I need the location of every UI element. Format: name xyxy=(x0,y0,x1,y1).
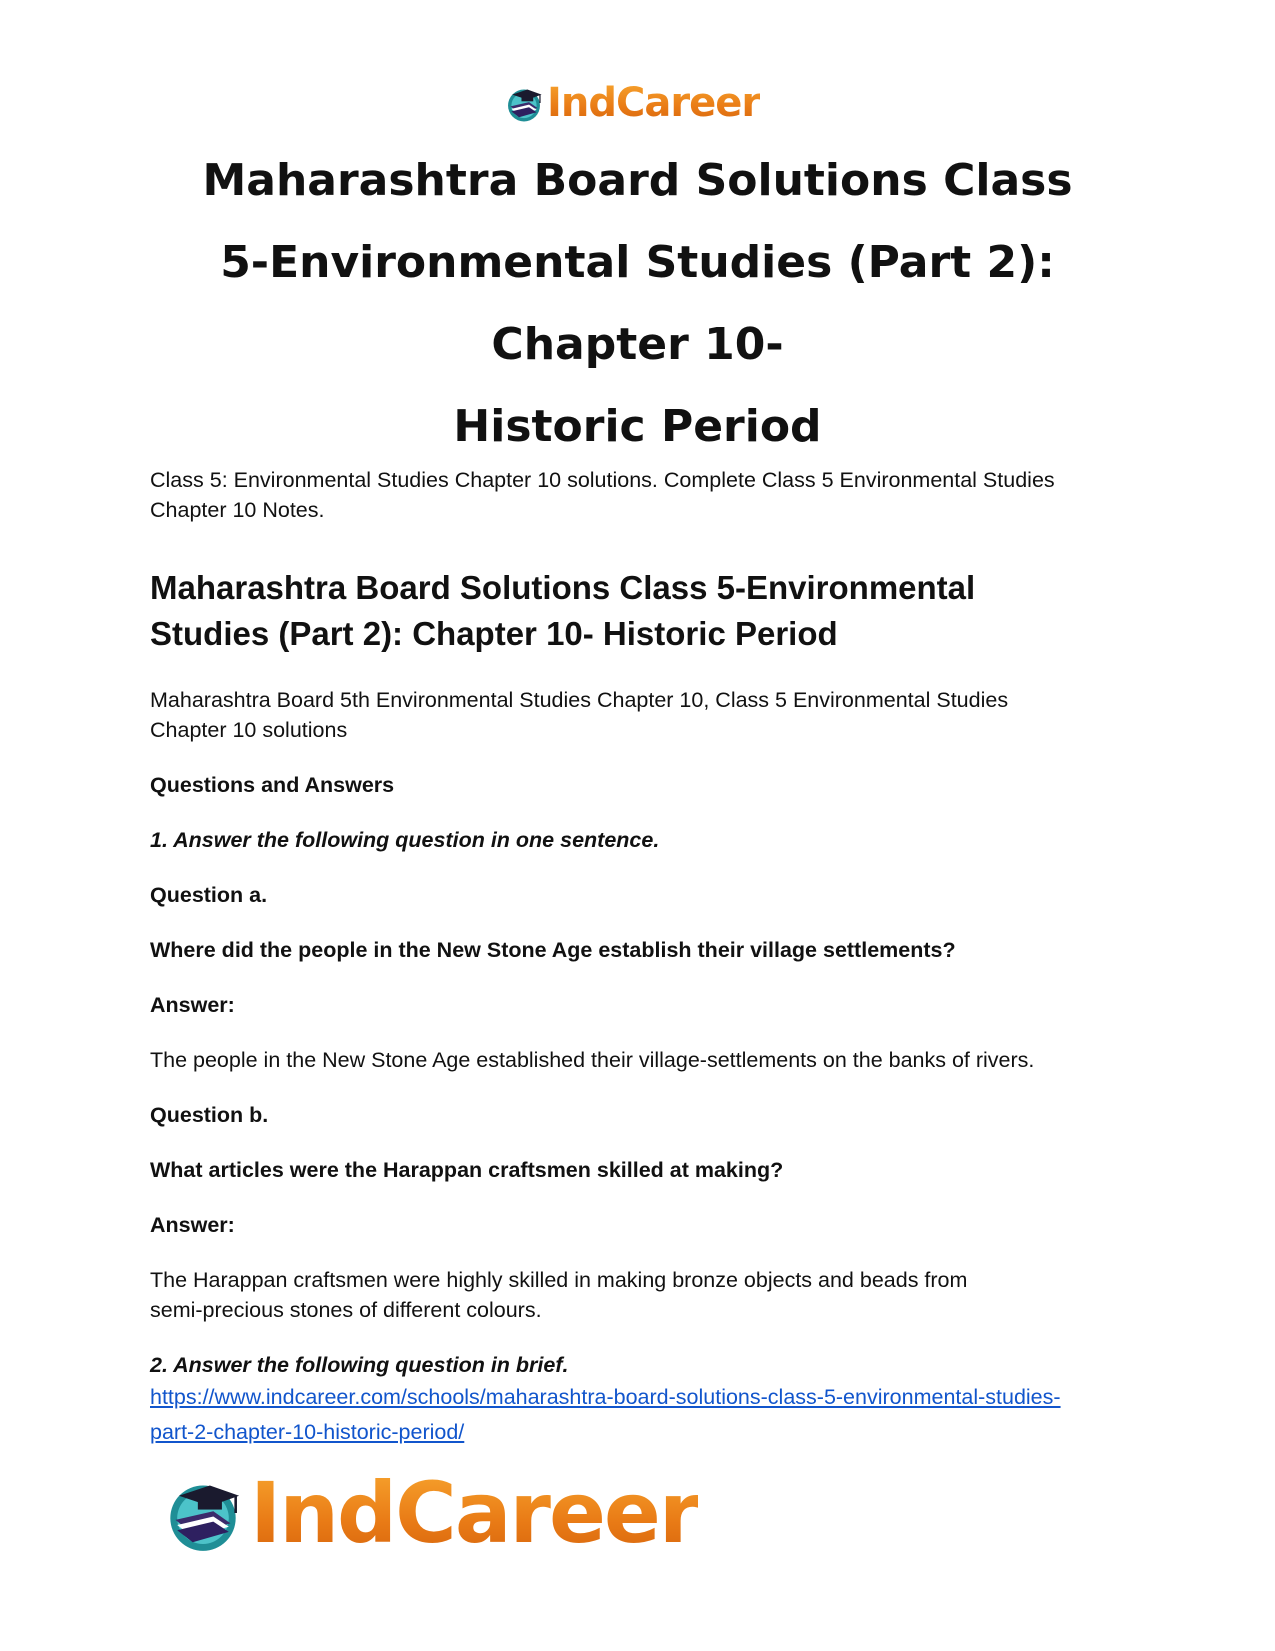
question-a-label: Question a. xyxy=(150,883,268,907)
question-b-text: What articles were the Harappan craftsmen skilled at making? xyxy=(150,1158,784,1182)
title-line: Maharashtra Board Solutions Class xyxy=(202,155,1073,206)
answer-a-text: The people in the New Stone Age established their village-settlements on the banks of rivers. xyxy=(150,1048,1035,1072)
graduation-cap-book-globe-icon xyxy=(503,82,545,124)
question-a-text: Where did the people in the New Stone Age establish their village settlements? xyxy=(150,938,956,962)
section-description-line: Chapter 10 solutions xyxy=(150,718,348,742)
part2-instruction: 2. Answer the following question in brief. xyxy=(150,1353,569,1377)
answer-a-label: Answer: xyxy=(150,993,235,1017)
qa-heading: Questions and Answers xyxy=(150,773,395,797)
answer-b-line: The Harappan craftsmen were highly skilled in making bronze objects and beads from xyxy=(150,1268,968,1292)
title-line: Historic Period xyxy=(453,401,822,452)
source-link-block xyxy=(150,1380,1130,1450)
graduation-cap-book-globe-icon xyxy=(160,1470,246,1556)
section-heading-line: Maharashtra Board Solutions Class 5-Environmental xyxy=(150,569,976,606)
answer-b-label: Answer: xyxy=(150,1213,235,1237)
question-b-label: Question b. xyxy=(150,1103,269,1127)
part1-instruction: 1. Answer the following question in one sentence. xyxy=(150,828,660,852)
answer-b-text xyxy=(150,1265,1130,1325)
source-link[interactable] xyxy=(150,1385,1061,1444)
section-heading-line: Studies (Part 2): Chapter 10- Historic Period xyxy=(150,615,838,652)
section-description-line: Maharashtra Board 5th Environmental Studies Chapter 10, Class 5 Environmental Studies xyxy=(150,688,1009,712)
intro-line: Chapter 10 Notes. xyxy=(150,498,325,522)
section-description xyxy=(150,685,1130,745)
source-link-line: https://www.indcareer.com/schools/maharashtra-board-solutions-class-5-environmental-studies- xyxy=(150,1385,1061,1409)
document-body xyxy=(150,465,1130,1450)
intro-paragraph xyxy=(150,465,1130,525)
intro-line: Class 5: Environmental Studies Chapter 10 solutions. Complete Class 5 Environmental Studies xyxy=(150,468,1055,492)
brand-name: IndCareer xyxy=(250,1464,699,1562)
footer-logo xyxy=(160,1464,699,1562)
page-title xyxy=(130,140,1145,468)
brand-name: IndCareer xyxy=(547,80,761,126)
title-line: 5-Environmental Studies (Part 2): Chapter 10- xyxy=(220,237,1055,370)
source-link-line: part-2-chapter-10-historic-period/ xyxy=(150,1420,465,1444)
header-logo xyxy=(503,80,760,126)
answer-b-line: semi-precious stones of different colours. xyxy=(150,1298,542,1322)
section-heading xyxy=(150,565,1130,657)
